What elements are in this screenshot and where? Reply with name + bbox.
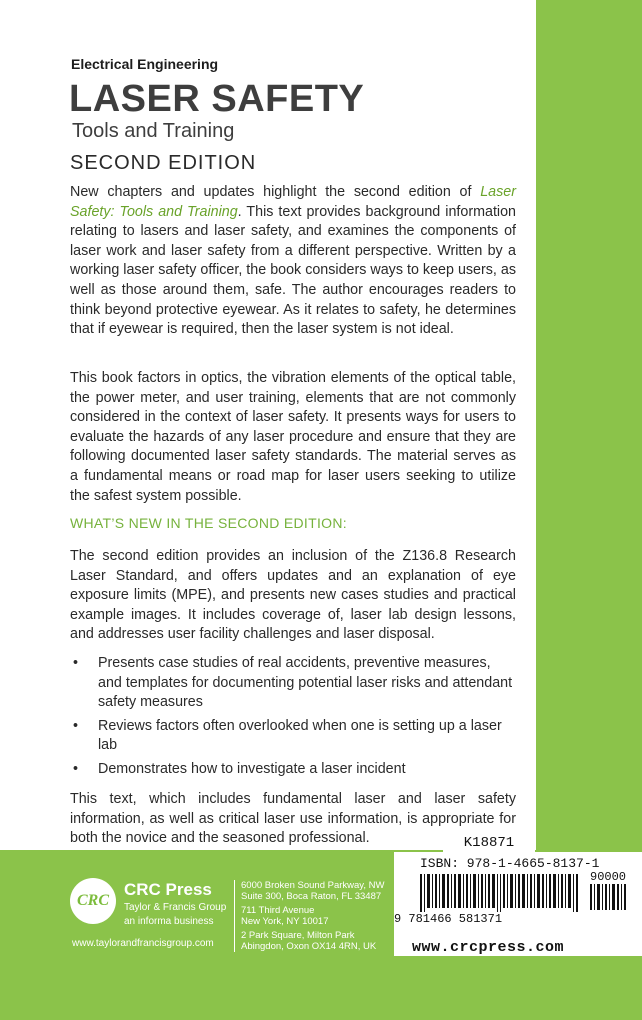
list-item-text: Demonstrates how to investigate a laser incident bbox=[98, 760, 406, 777]
whats-new-intro: The second edition provides an inclusion of the Z136.8 Research Laser Standard, and offers updates and an explanation of eye exposure limits (MPE), and presents new cases studies and practical example images. It includes coverage of, laser lab design lessons, and addresses user facility challenges and laser disposal. bbox=[70, 548, 516, 643]
book-subtitle: Tools and Training bbox=[72, 120, 235, 142]
closing-paragraph: This text, which includes fundamental laser and laser safety information, as well as critical laser use information, is appropriate for both the novice and the seasoned professional. bbox=[70, 791, 516, 847]
edition-label: SECOND EDITION bbox=[70, 152, 257, 174]
whats-new-heading: WHAT’S NEW IN THE SECOND EDITION: bbox=[70, 515, 347, 531]
price-barcode-icon bbox=[590, 884, 630, 910]
publisher-website: www.taylorandfrancisgroup.com bbox=[72, 938, 214, 949]
publisher-name: CRC Press bbox=[124, 880, 212, 899]
description-paragraph-1 bbox=[70, 183, 516, 340]
price-code: 90000 bbox=[590, 870, 627, 884]
divider bbox=[234, 880, 235, 952]
book-title: LASER SAFETY bbox=[69, 78, 365, 120]
address-line: Suite 300, Boca Raton, FL 33487 bbox=[241, 891, 382, 902]
list-item bbox=[70, 717, 516, 756]
list-item bbox=[70, 760, 516, 780]
description-paragraph-2: This book factors in optics, the vibration elements of the optical table, the power meter, and user training, elements that are not commonly considered in the context of laser safety. It presents ways for users to evaluate the hazards of any laser procedure and ensure that they are following documented laser safety standards. The material serves as a fundamental means or road map for laser users seeking to utilize the safest system possible. bbox=[70, 370, 516, 504]
address-line: 2 Park Square, Milton Park bbox=[241, 930, 355, 941]
catalog-code: K18871 bbox=[443, 834, 535, 852]
description-p1-rest: . This text provides background information relating to lasers and laser safety, and examines the components of laser work and laser safety from a different perspective. Written by a working laser safety officer, the book considers ways to keep users, as well as those around them, safe. The author encourages readers to think beyond protective eyewear. As it relates to safety, he determines that if eyewear is required, then the laser system is not ideal. bbox=[70, 203, 516, 338]
publisher-informa: an informa business bbox=[124, 916, 214, 927]
barcode-icon bbox=[420, 874, 580, 912]
isbn-label: ISBN: 978-1-4665-8137-1 bbox=[420, 856, 600, 871]
publisher-site: www.crcpress.com bbox=[412, 939, 565, 956]
feature-list bbox=[70, 654, 516, 784]
address-line: New York, NY 10017 bbox=[241, 916, 329, 927]
bullet-icon: • bbox=[73, 717, 79, 734]
crc-logo-icon: CRC bbox=[70, 878, 116, 924]
list-item bbox=[70, 654, 516, 713]
description-p1-start: New chapters and updates highlight the second edition of bbox=[70, 184, 481, 200]
publisher-group: Taylor & Francis Group bbox=[124, 902, 227, 913]
subject-category: Electrical Engineering bbox=[71, 56, 219, 72]
bullet-icon: • bbox=[73, 760, 79, 777]
list-item-text: Reviews factors often overlooked when one is setting up a laser lab bbox=[98, 717, 502, 754]
address-line: 711 Third Avenue bbox=[241, 905, 315, 916]
bullet-icon: • bbox=[73, 655, 79, 671]
address-line: Abingdon, Oxon OX14 4RN, UK bbox=[241, 941, 377, 952]
description-book-title: Laser Safety: Tools and Training bbox=[70, 184, 516, 220]
barcode-number: 9 781466 581371 bbox=[394, 912, 503, 926]
list-item-text: Presents case studies of real accidents, preventive measures, and templates for documenting potential laser risks and attendant safety measures bbox=[98, 655, 513, 711]
address-line: 6000 Broken Sound Parkway, NW bbox=[241, 880, 385, 891]
